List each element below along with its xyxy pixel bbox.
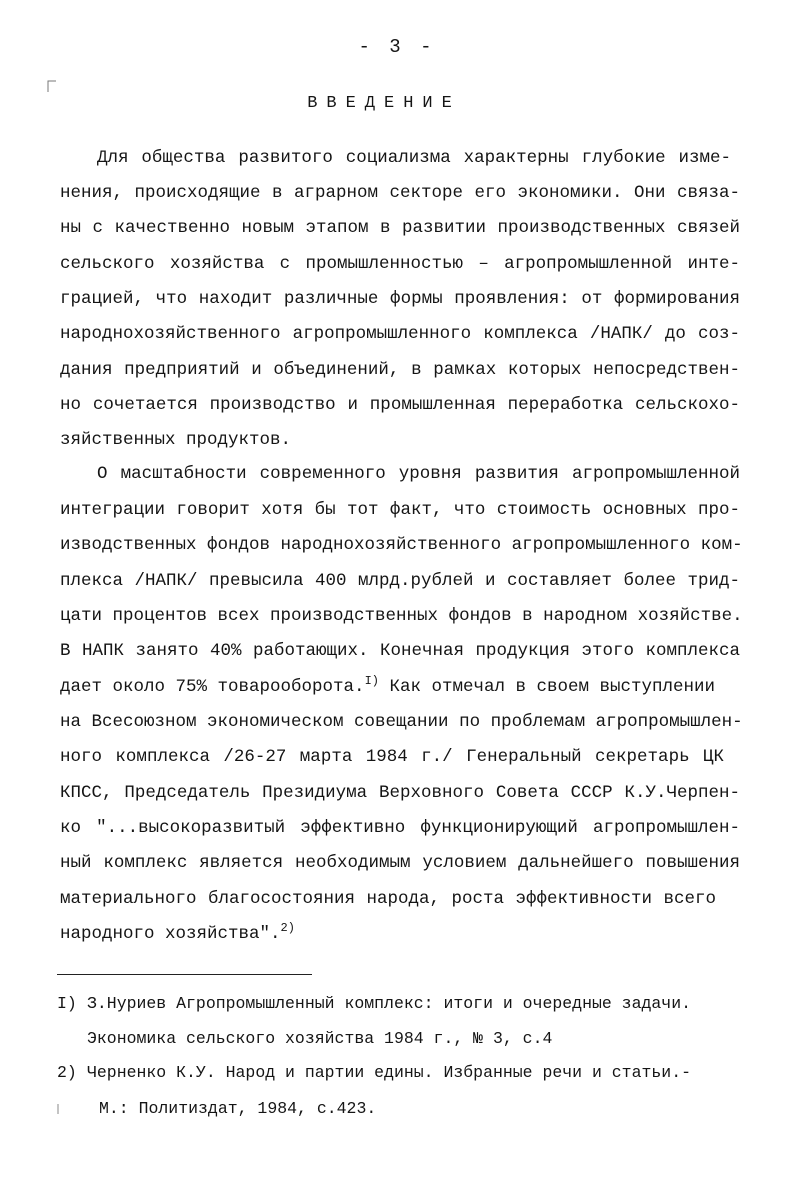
text-line: ны с качественно новым этапом в развитии производственных связей — [60, 218, 740, 238]
footnote-text: Экономика сельского хозяйства 1984 г., № 3, с.4 — [87, 1029, 553, 1048]
corner-mark-icon — [46, 78, 58, 94]
footnote-ref: I) — [364, 674, 379, 688]
text-line: грацией, что находит различные формы проявления: от формирования — [60, 289, 740, 309]
page-number: - 3 - — [358, 36, 436, 58]
text-line: на Всесоюзном экономическом совещании по проблемам агропромышлен- — [60, 712, 743, 732]
text-line: ного комплекса /26-27 марта 1984 г./ Генеральный секретарь ЦК — [60, 747, 724, 767]
text-line: ко "...высокоразвитый эффективно функционирующий агропромышлен- — [60, 818, 740, 838]
text-line: плекса /НАПК/ превысила 400 млрд.рублей и составляет более трид- — [60, 571, 740, 591]
text-line: В НАПК занято 40% работающих. Конечная продукция этого комплекса — [60, 641, 740, 661]
text-line: народнохозяйственного агропромышленного комплекса /НАПК/ до соз- — [60, 324, 740, 344]
footnote-marker: 2) — [57, 1063, 77, 1082]
text-line: Для общества развитого социализма характерны глубокие изме- — [97, 148, 731, 168]
text-line: зяйственных продуктов. — [60, 430, 292, 450]
text-line — [60, 921, 740, 944]
text-segment: дает около 75% товарооборота. — [60, 677, 365, 697]
text-line: интеграции говорит хотя бы тот факт, что стоимость основных про- — [60, 500, 740, 520]
text-line: ный комплекс является необходимым условием дальнейшего повышения — [60, 853, 740, 873]
text-line: дания предприятий и объединений, в рамках которых непосредствен- — [60, 360, 740, 380]
footnote-divider — [57, 974, 312, 975]
text-line: цати процентов всех производственных фондов в народном хозяйстве. — [60, 606, 743, 626]
text-line: но сочетается производство и промышленная переработка сельскохо- — [60, 395, 740, 415]
text-line: нения, происходящие в аграрном секторе его экономики. Они связа- — [60, 183, 740, 203]
page-title: ВВЕДЕНИЕ — [307, 94, 461, 113]
text-segment: народного хозяйства". — [60, 924, 281, 944]
footnote-marker: I) — [57, 994, 77, 1013]
footnote-text: М.: Политиздат, 1984, с.423. — [99, 1099, 377, 1118]
text-line: сельского хозяйства с промышленностью – агропромышленной инте- — [60, 254, 740, 274]
text-line: материального благосостояния народа, роста эффективности всего — [60, 889, 716, 909]
text-segment: Как отмечал в своем выступлении — [378, 677, 716, 697]
text-line — [60, 674, 740, 697]
footnote-ref: 2) — [280, 921, 295, 935]
margin-tick-icon — [55, 1103, 61, 1115]
footnote-text: З.Нуриев Агропромышленный комплекс: итоги и очередные задачи. — [87, 994, 691, 1013]
text-line: КПСС, Председатель Президиума Верховного Совета СССР К.У.Черпен- — [60, 783, 740, 803]
text-line: О масштабности современного уровня развития агропромышленной — [97, 464, 740, 484]
text-line: изводственных фондов народнохозяйственного агропромышленного ком- — [60, 535, 743, 555]
footnote-text: Черненко К.У. Народ и партии едины. Избранные речи и статьи.- — [87, 1063, 691, 1082]
